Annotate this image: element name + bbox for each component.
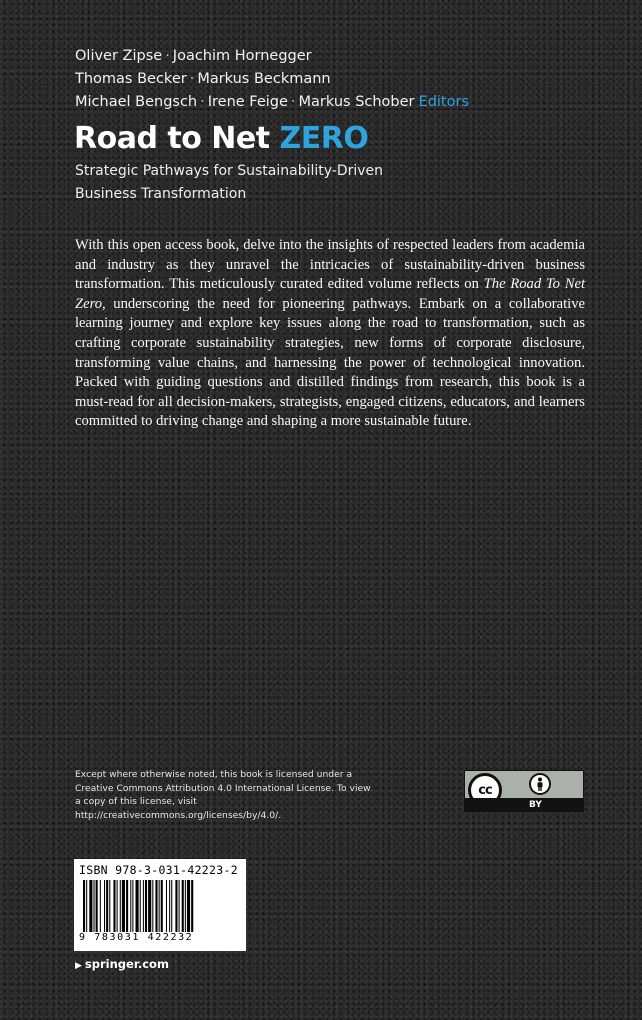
barcode-bar [83, 880, 85, 932]
barcode-bar [104, 880, 105, 932]
by-label: BY [529, 800, 542, 810]
barcode-bar [159, 880, 160, 932]
description-part-1: With this open access book, delve into the insights of respected leaders from academia and industry as they unravel the intricacies of sustainability-driven business transformation. This meticulously curated edited volume reflects on [75, 237, 585, 293]
barcode-bar [187, 880, 190, 932]
barcode-bar [169, 880, 170, 932]
title-main: Road to Net [74, 121, 270, 156]
barcode-bar [143, 880, 144, 932]
barcode-bar [175, 880, 177, 932]
barcode-bar [148, 880, 151, 932]
isbn-text: ISBN 978-3-031-42223-2 [79, 863, 238, 877]
book-subtitle [75, 160, 495, 206]
publisher-name: springer.com [84, 957, 169, 971]
barcode-bar [166, 880, 167, 932]
barcode-bar [106, 880, 108, 932]
barcode-bar [120, 880, 121, 932]
isbn-barcode [74, 859, 246, 951]
barcode-bar [132, 880, 133, 932]
barcode-bar [185, 880, 186, 932]
barcode-bar [155, 880, 157, 932]
subtitle-line-2: Business Transformation [75, 186, 247, 202]
publisher-url[interactable] [75, 957, 169, 971]
editors-role-label: Editors [418, 94, 469, 110]
barcode-bar [179, 880, 180, 932]
editor-name: Markus Beckmann [197, 71, 331, 87]
barcode-bar [113, 880, 115, 932]
barcode-bar [191, 880, 193, 932]
barcode-bar [145, 880, 147, 932]
barcode-bar [86, 880, 87, 932]
barcode-bar [117, 880, 118, 932]
editor-name: Michael Bengsch [75, 94, 198, 110]
description-part-2: , underscoring the need for pioneering pathways. Embark on a collaborative learning journey and explore key issues along the road to transformation, such as crafting corporate sustainability strategies, new forms of corporate disclosure, transforming value chains, and harnessing the power of technological innovation. Packed with guiding questions and distilled findings from research, this book is a must-read for all decision-makers, strategists, engaged citizens, educators, and learners committed to driving change and shaping a more sustainable future. [75, 295, 585, 430]
barcode-bar [122, 880, 125, 932]
barcode-bar [182, 880, 184, 932]
badge-bar [465, 798, 583, 811]
subtitle-line-1: Strategic Pathways for Sustainability-Driven [75, 163, 384, 179]
book-title [74, 121, 368, 156]
cc-logo-icon: cc [468, 773, 502, 807]
barcode-digits: 9 783031 422232 [79, 932, 194, 943]
editor-name: Irene Feige [207, 94, 288, 110]
editor-name: Joachim Hornegger [172, 48, 312, 64]
barcode-bar [109, 880, 110, 932]
editors-list [75, 45, 469, 114]
book-description [75, 236, 585, 432]
barcode-bar [94, 880, 95, 932]
barcode-bar [171, 880, 172, 932]
editors-line-2 [75, 68, 469, 91]
barcode-bar [130, 880, 131, 932]
creative-commons-by-icon[interactable] [464, 770, 584, 812]
barcode-bar [89, 880, 92, 932]
editors-line-3 [75, 91, 469, 114]
barcode-bar [126, 880, 128, 932]
barcode-bar [96, 880, 98, 932]
barcode-bar [136, 880, 139, 932]
arrow-right-icon: ▶ [75, 961, 82, 971]
title-highlight: ZERO [279, 121, 369, 156]
barcode-bar [152, 880, 153, 932]
barcode-bar [100, 880, 101, 932]
license-notice: Except where otherwise noted, this book is licensed under a Creative Commons Attribution 4.0 International License. To view a copy of this license, visit http://creativecommons.org/licenses/by/4.0/. [75, 769, 371, 821]
separator-dot: · [165, 48, 170, 64]
attribution-person-icon [529, 773, 551, 795]
separator-dot: · [189, 71, 195, 87]
description-italic-title: The Road To Net Zero [75, 276, 586, 312]
barcode-bars [79, 880, 239, 932]
barcode-bar [161, 880, 163, 932]
editors-line-1 [75, 45, 469, 68]
barcode-bar [140, 880, 141, 932]
separator-dot: · [200, 94, 205, 110]
separator-dot: · [290, 94, 296, 110]
editor-name: Markus Schober [298, 94, 415, 110]
editor-name: Thomas Becker [75, 71, 187, 87]
editor-name: Oliver Zipse [75, 48, 163, 64]
